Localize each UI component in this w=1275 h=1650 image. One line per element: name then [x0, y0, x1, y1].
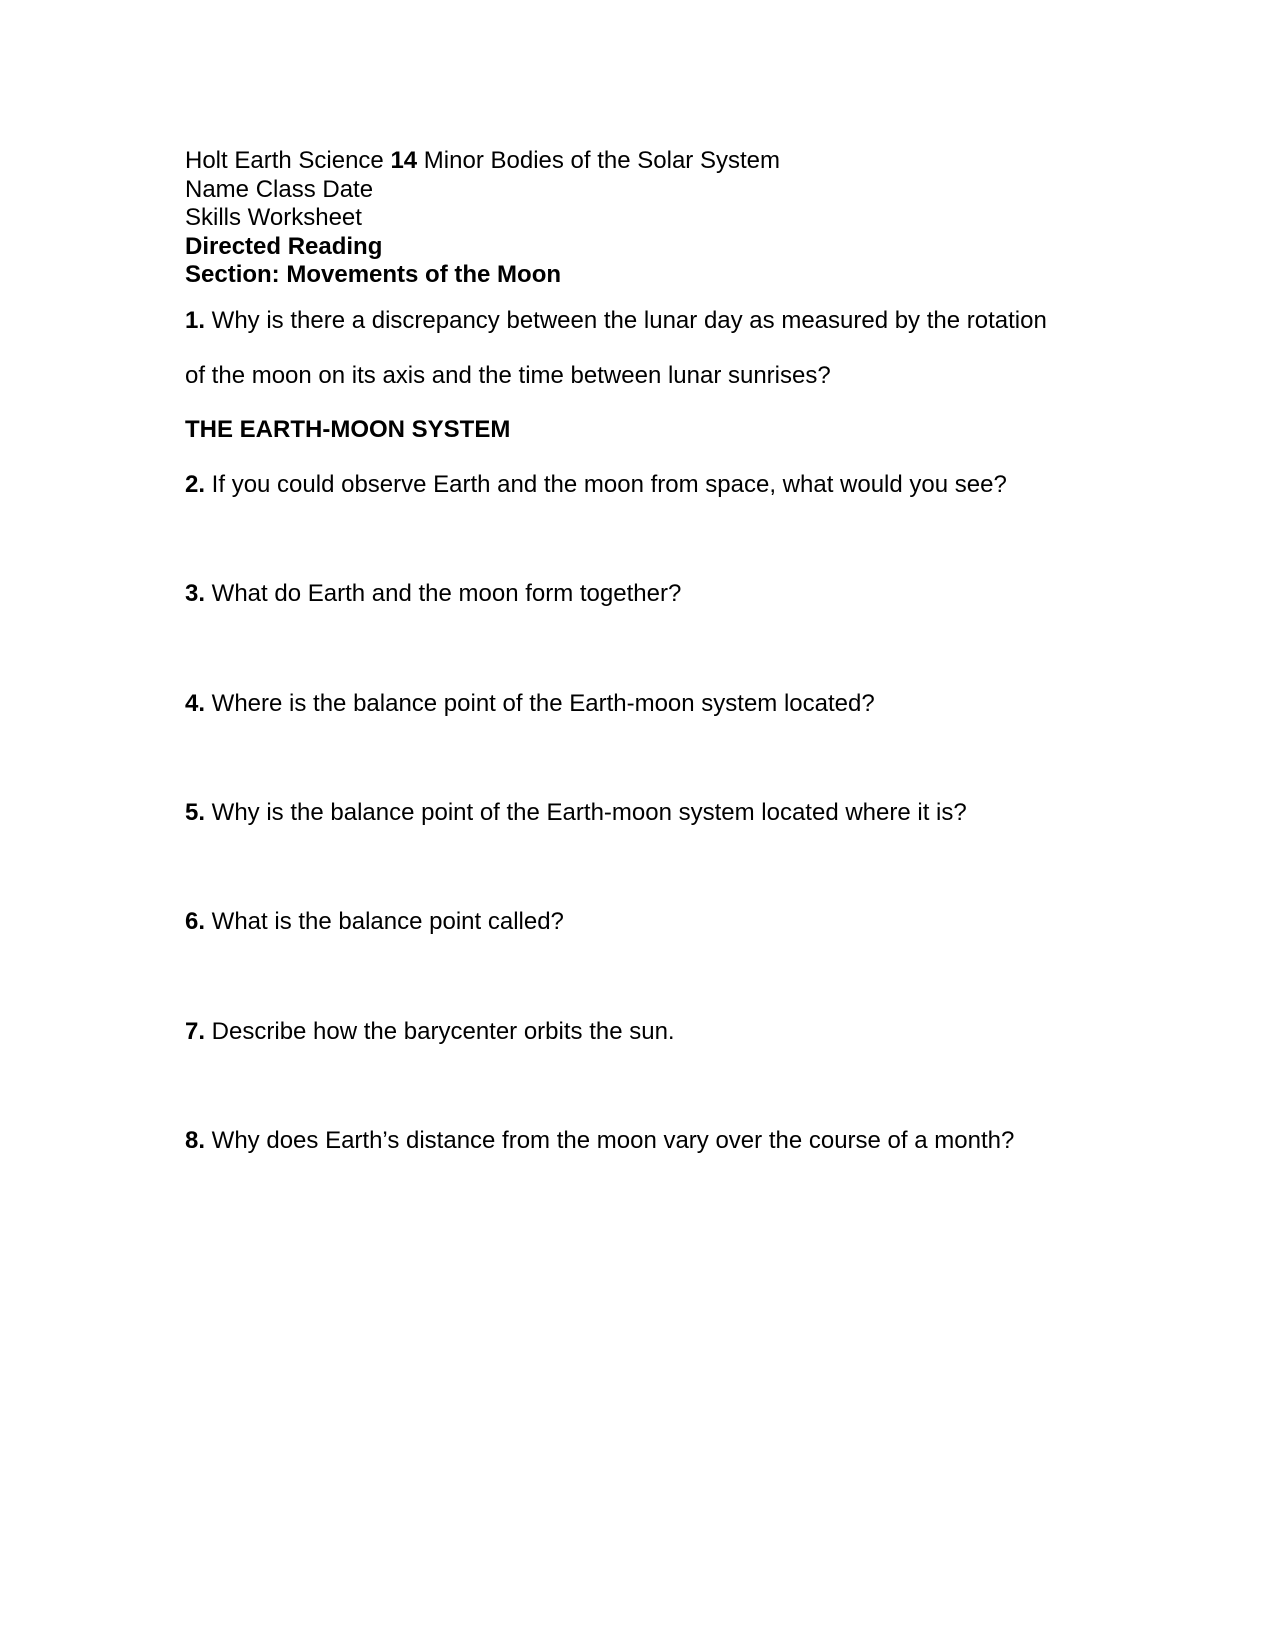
question-text: Why is there a discrepancy between the lunar day as measured by the rotation — [205, 307, 1047, 334]
question-text: If you could observe Earth and the moon from space, what would you see? — [205, 471, 1007, 498]
question-text: Describe how the barycenter orbits the sun. — [205, 1018, 675, 1045]
question-7 — [185, 1018, 1085, 1046]
question-text: What do Earth and the moon form together? — [205, 580, 682, 607]
question-number: 4. — [185, 690, 206, 717]
question-3 — [185, 580, 1085, 608]
question-5 — [185, 799, 1085, 827]
chapter-title: Minor Bodies of the Solar System — [417, 147, 780, 174]
question-number: 5. — [185, 799, 206, 826]
question-text: What is the balance point called? — [205, 908, 564, 935]
question-number: 7. — [185, 1018, 206, 1045]
header-line-name-class-date: Name Class Date — [185, 175, 374, 203]
header-line-course — [185, 147, 1085, 176]
question-2 — [185, 471, 1085, 499]
question-1-continuation: of the moon on its axis and the time between lunar sunrises? — [185, 362, 831, 389]
question-4 — [185, 690, 1085, 718]
question-8 — [185, 1127, 1085, 1155]
question-6 — [185, 908, 1085, 936]
question-text: Why does Earth’s distance from the moon vary over the course of a month? — [205, 1127, 1015, 1154]
question-number: 6. — [185, 908, 206, 935]
header-line-directed-reading: Directed Reading — [185, 232, 383, 260]
question-number: 3. — [185, 580, 206, 607]
course-name: Holt Earth Science — [185, 147, 391, 174]
worksheet-header — [185, 147, 1085, 290]
header-line-section-title: Section: Movements of the Moon — [185, 261, 562, 288]
header-line-worksheet-type: Skills Worksheet — [185, 204, 362, 231]
chapter-number: 14 — [390, 147, 418, 174]
question-number: 8. — [185, 1127, 206, 1154]
question-text: Why is the balance point of the Earth-moon system located where it is? — [205, 799, 967, 826]
question-number: 2. — [185, 471, 206, 498]
question-1 — [185, 307, 1085, 335]
question-text: Where is the balance point of the Earth-moon system located? — [205, 690, 875, 717]
question-number: 1. — [185, 307, 206, 334]
section-heading: THE EARTH-MOON SYSTEM — [185, 416, 511, 443]
